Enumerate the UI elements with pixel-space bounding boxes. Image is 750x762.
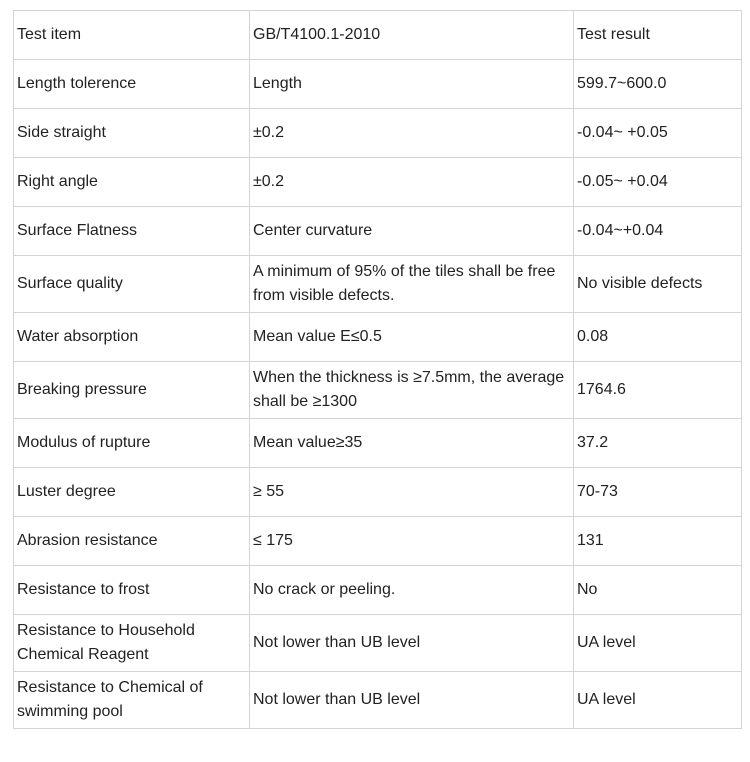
table-row (14, 517, 742, 566)
standard-cell: Not lower than UB level (250, 672, 574, 729)
standard-cell: ≥ 55 (250, 468, 574, 517)
table-row (14, 672, 742, 729)
result-cell: -0.04~ +0.05 (574, 109, 742, 158)
result-cell: UA level (574, 672, 742, 729)
table-row (14, 468, 742, 517)
test-item-cell: Water absorption (14, 313, 250, 362)
table-row (14, 60, 742, 109)
table-header-row (14, 11, 742, 60)
test-item-cell: Breaking pressure (14, 362, 250, 419)
result-cell: 599.7~600.0 (574, 60, 742, 109)
result-cell: 37.2 (574, 419, 742, 468)
table-row (14, 109, 742, 158)
table-row (14, 207, 742, 256)
standard-cell: ≤ 175 (250, 517, 574, 566)
test-item-cell: Luster degree (14, 468, 250, 517)
standard-cell: Center curvature (250, 207, 574, 256)
table-row (14, 615, 742, 672)
result-cell: 1764.6 (574, 362, 742, 419)
test-item-cell: Side straight (14, 109, 250, 158)
standard-cell: Mean value≥35 (250, 419, 574, 468)
result-cell: 70-73 (574, 468, 742, 517)
standard-cell: ±0.2 (250, 109, 574, 158)
result-cell: 131 (574, 517, 742, 566)
header-test-result: Test result (574, 11, 742, 60)
table-row (14, 158, 742, 207)
standard-cell: ±0.2 (250, 158, 574, 207)
header-test-item: Test item (14, 11, 250, 60)
test-item-cell: Resistance to Household Chemical Reagent (14, 615, 250, 672)
result-cell: No visible defects (574, 256, 742, 313)
standard-cell: When the thickness is ≥7.5mm, the average shall be ≥1300 (250, 362, 574, 419)
standard-cell: Mean value E≤0.5 (250, 313, 574, 362)
table-row (14, 362, 742, 419)
test-item-cell: Surface Flatness (14, 207, 250, 256)
standard-cell: Not lower than UB level (250, 615, 574, 672)
test-item-cell: Abrasion resistance (14, 517, 250, 566)
result-cell: -0.04~+0.04 (574, 207, 742, 256)
test-results-table (13, 10, 742, 729)
test-item-cell: Resistance to frost (14, 566, 250, 615)
test-item-cell: Resistance to Chemical of swimming pool (14, 672, 250, 729)
table-row (14, 256, 742, 313)
standard-cell: No crack or peeling. (250, 566, 574, 615)
test-item-cell: Right angle (14, 158, 250, 207)
header-standard: GB/T4100.1-2010 (250, 11, 574, 60)
standard-cell: Length (250, 60, 574, 109)
standard-cell: A minimum of 95% of the tiles shall be free from visible defects. (250, 256, 574, 313)
table-row (14, 566, 742, 615)
result-cell: -0.05~ +0.04 (574, 158, 742, 207)
result-cell: No (574, 566, 742, 615)
test-item-cell: Surface quality (14, 256, 250, 313)
test-item-cell: Length tolerence (14, 60, 250, 109)
result-cell: UA level (574, 615, 742, 672)
result-cell: 0.08 (574, 313, 742, 362)
table-row (14, 313, 742, 362)
test-item-cell: Modulus of rupture (14, 419, 250, 468)
table-row (14, 419, 742, 468)
